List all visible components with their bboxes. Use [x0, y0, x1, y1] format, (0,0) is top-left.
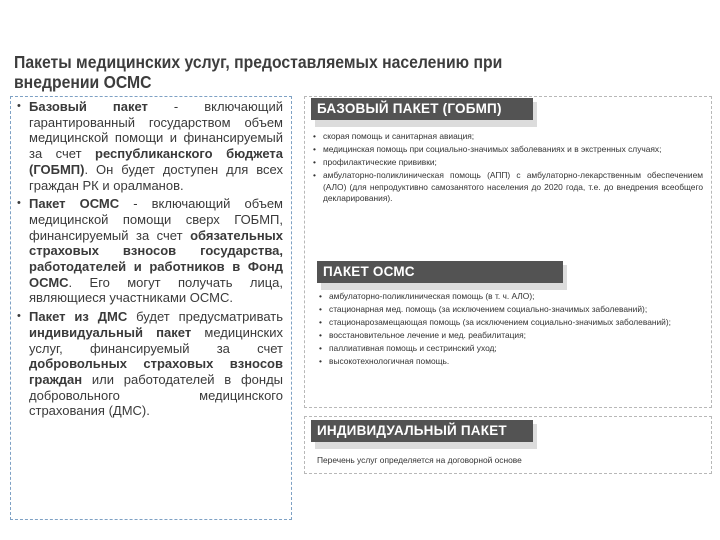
osms-package-header: ПАКЕТ ОСМС	[317, 261, 563, 283]
individual-package-note: Перечень услуг определяется на договорной основе	[317, 455, 522, 465]
bullet-icon: •	[319, 330, 322, 341]
list-item: • Пакет из ДМС будет предусматривать индивидуальный пакет медицинских услуг, финансируемый за счет добровольных страховых взносов граждан или работодателей в фонды добровольного медицинского страхования (ДМС).	[17, 309, 283, 419]
list-item: • паллиативная помощь и сестринский уход;	[319, 343, 497, 354]
list-item: • стационарная мед. помощь (за исключением социально-значимых заболеваний);	[319, 304, 648, 315]
left-description-panel	[10, 96, 292, 520]
basic-package-list	[311, 131, 703, 207]
bullet-icon: •	[319, 317, 322, 328]
list-item: • скорая помощь и санитарная авиация;	[313, 131, 475, 141]
list-item: • Базовый пакет - включающий гарантированный государством объем медицинской помощи и финансируемый за счет республиканского бюджета (ГОБМП). Он будет доступен для всех граждан РК и оралманов.	[17, 99, 283, 193]
list-item: • Пакет ОСМС - включающий объем медицинской помощи сверх ГОБМП, финансируемый за счет обязательных страховых взносов государства, работодателей и работников в Фонд ОСМС. Его могут получать лица, являющиеся участниками ОСМС.	[17, 196, 283, 306]
list-item: • амбулаторно-поликлиническая помощь (в т. ч. АЛО);	[319, 291, 535, 301]
package-description-list	[11, 97, 291, 419]
list-item: • высокотехнологичная помощь.	[319, 356, 450, 367]
basic-package-header: БАЗОВЫЙ ПАКЕТ (ГОБМП)	[311, 98, 533, 120]
individual-package-header: ИНДИВИДУАЛЬНЫЙ ПАКЕТ	[311, 420, 533, 442]
list-item: • профилактические прививки;	[313, 157, 437, 168]
right-packages-panel	[304, 96, 712, 408]
list-item: • стационарозамещающая помощь (за исключением социально-значимых заболеваний);	[319, 317, 671, 328]
osms-package-list	[317, 291, 703, 370]
bullet-icon: •	[319, 304, 322, 315]
bullet-icon: •	[319, 291, 322, 301]
list-item: • медицинская помощь при социально-значимых заболеваниях и в экстренных случаях;	[313, 144, 662, 155]
list-item: • амбулаторно-поликлиническая помощь (АПП) с амбулаторно-лекарственным обеспечением (АЛО) (для непродуктивно самозанятого населения до 2020 года, т.е. до внедрения всеобщего декларирования).	[313, 170, 703, 204]
bullet-icon: •	[313, 144, 316, 155]
bullet-icon: •	[319, 343, 322, 354]
bullet-icon: •	[17, 100, 21, 112]
bullet-icon: •	[17, 197, 21, 210]
bullet-icon: •	[17, 310, 21, 323]
bullet-icon: •	[313, 157, 316, 168]
bullet-icon: •	[319, 356, 322, 367]
bullet-icon: •	[313, 170, 316, 181]
individual-package-panel	[304, 416, 712, 474]
page-title: Пакеты медицинских услуг, предоставляемых населению при внедрении ОСМС	[14, 52, 503, 92]
bullet-icon: •	[313, 131, 316, 141]
list-item: • восстановительное лечение и мед. реабилитация;	[319, 330, 526, 341]
